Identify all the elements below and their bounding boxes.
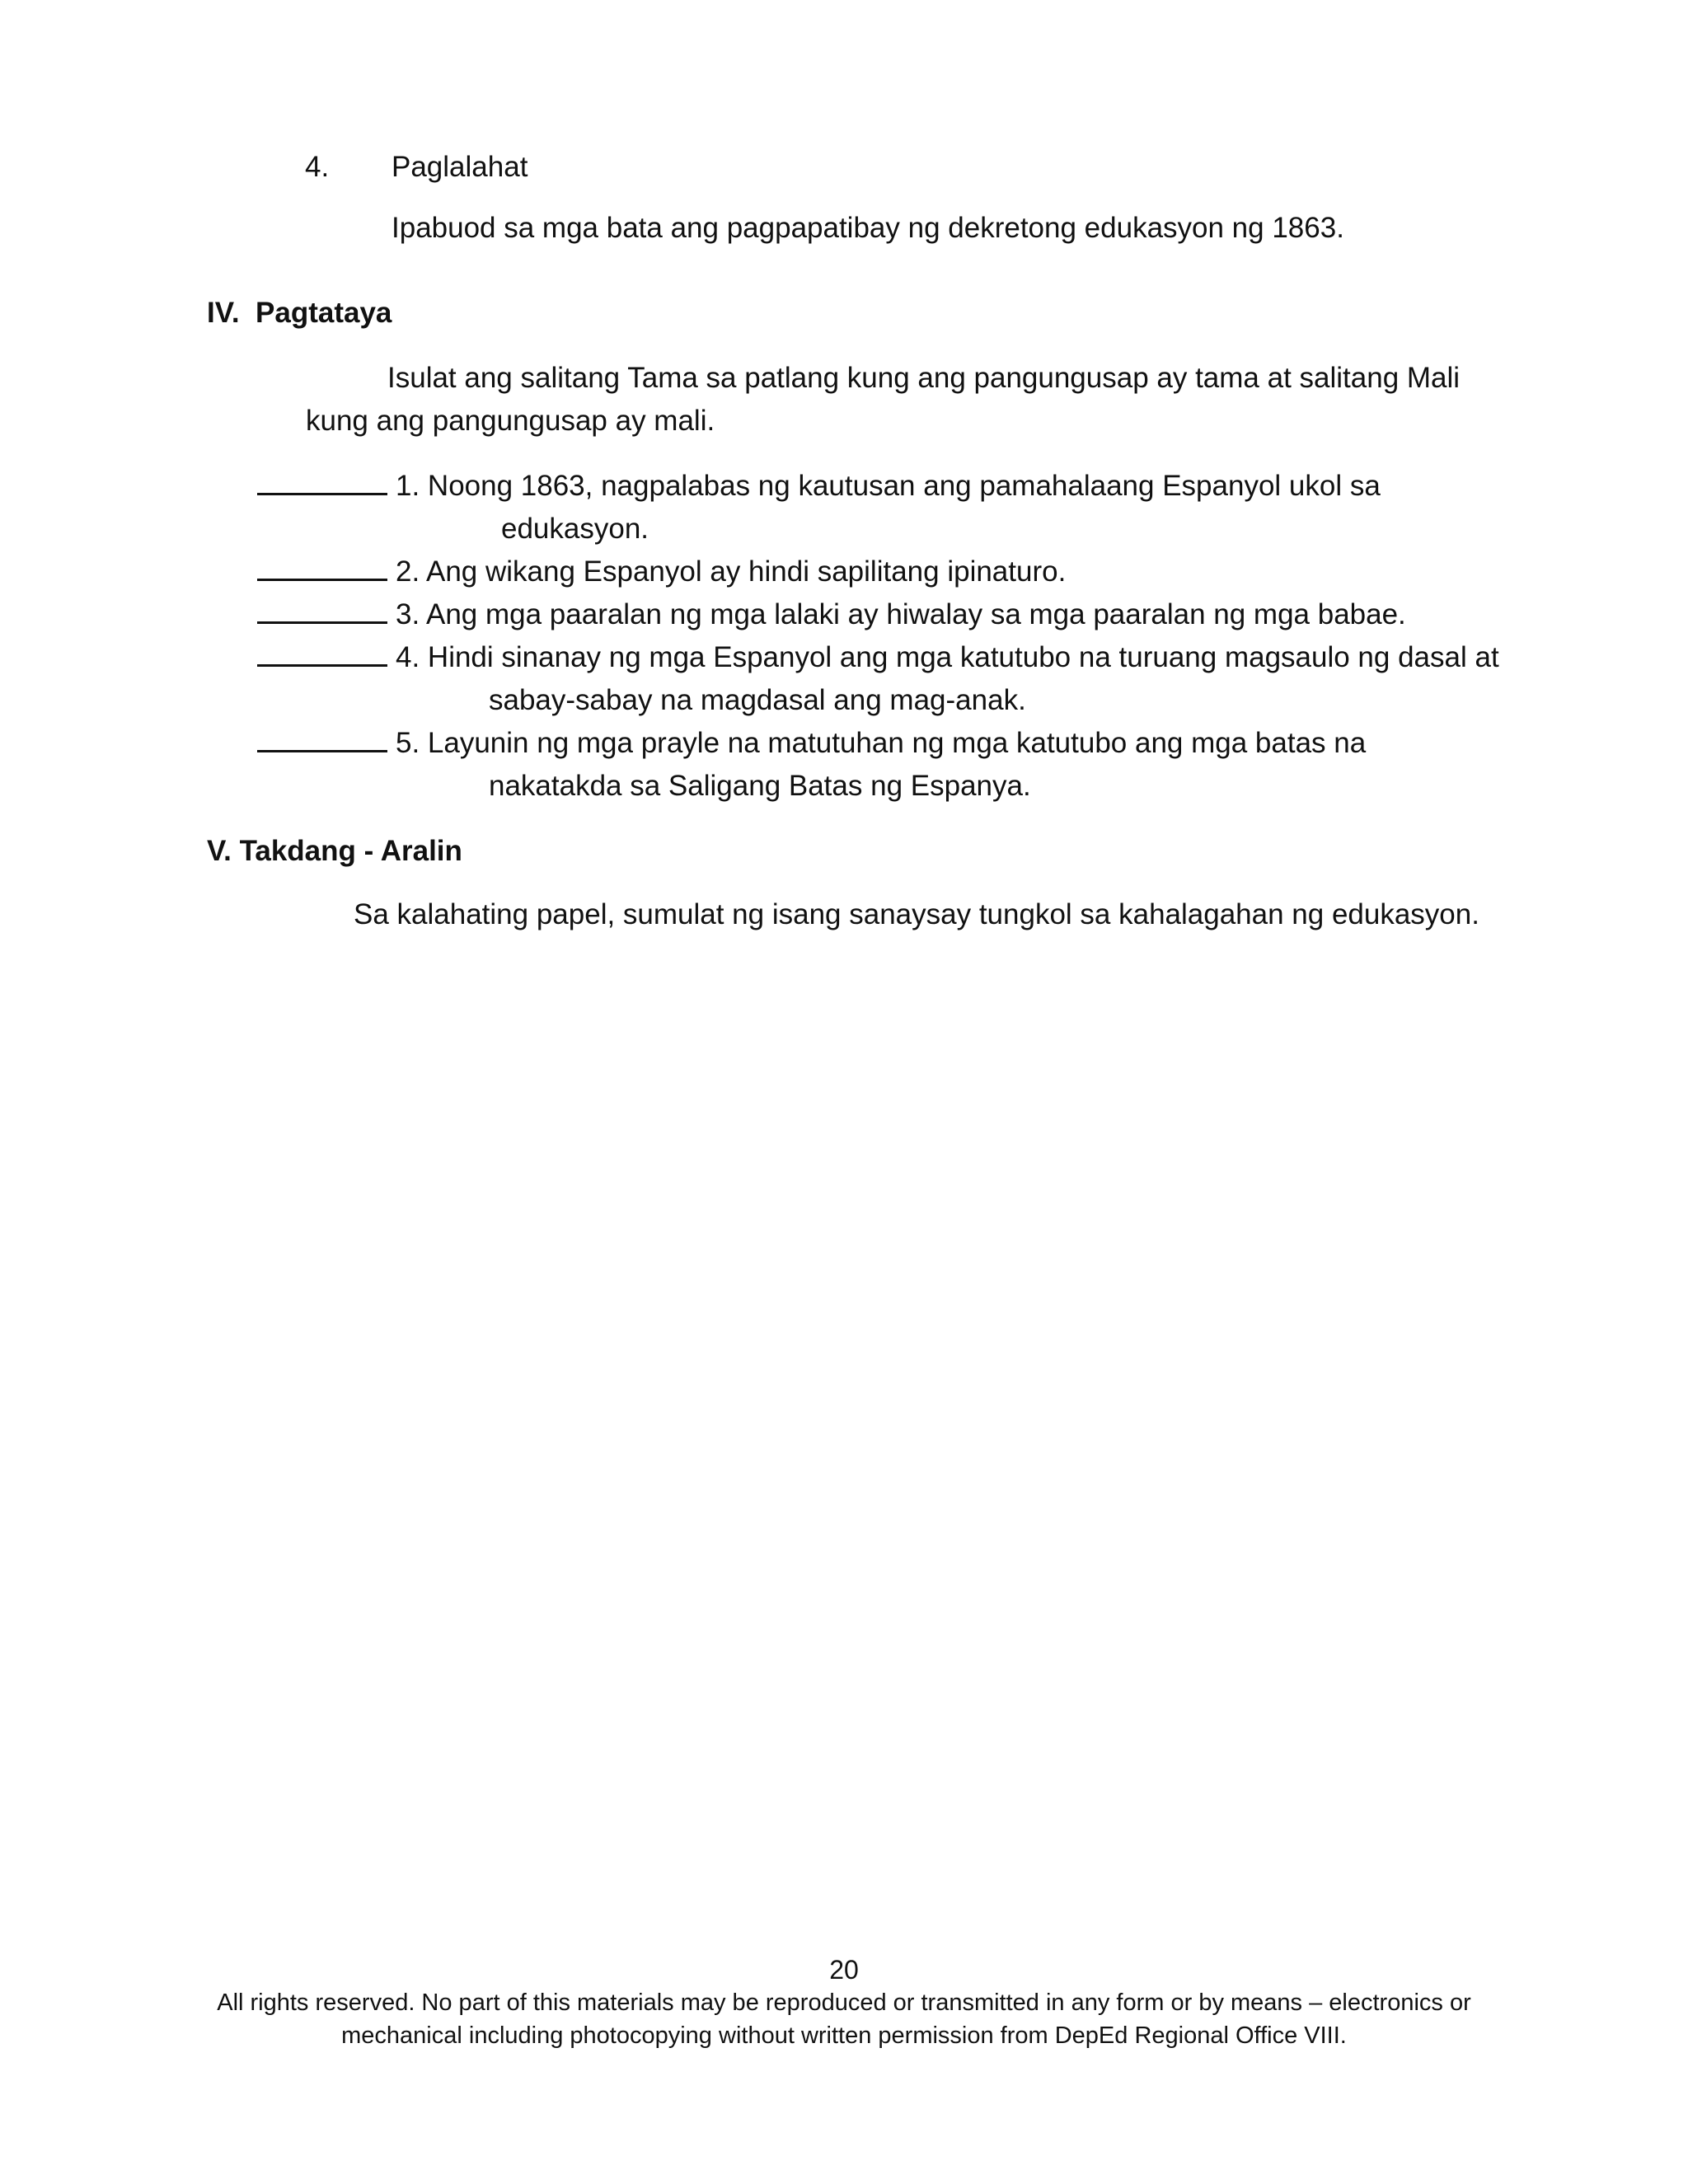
quiz-item-text: 3. Ang mga paaralan ng mga lalaki ay hiwalay sa mga paaralan ng mga babae. <box>396 598 1406 630</box>
quiz-item-2 <box>257 554 1066 590</box>
quiz-item-3 <box>257 597 1406 633</box>
takdang-aralin-heading: V. Takdang - Aralin <box>207 835 462 867</box>
quiz-item-text: 4. Hindi sinanay ng mga Espanyol ang mga katutubo na turuang magsaulo ng dasal at <box>396 641 1499 673</box>
quiz-item-text: 5. Layunin ng mga prayle na matutuhan ng mga katutubo ang mga batas na <box>396 727 1367 759</box>
rights-line-1: All rights reserved. No part of this materials may be reproduced or transmitted in any form or by means – electronics or <box>217 1990 1471 2016</box>
takdang-aralin-text: Sa kalahating papel, sumulat ng isang sanaysay tungkol sa kahalagahan ng edukasyon. <box>354 898 1479 930</box>
pagtataya-instructions-line2: kung ang pangungusap ay mali. <box>306 405 715 437</box>
answer-blank[interactable] <box>257 597 387 624</box>
paglalahat-number: 4. <box>305 151 330 183</box>
answer-blank[interactable] <box>257 725 387 752</box>
quiz-item-text: 2. Ang wikang Espanyol ay hindi sapilitang ipinaturo. <box>396 555 1067 588</box>
rights-line-2: mechanical including photocopying without written permission from DepEd Regional Office VIII. <box>341 2022 1347 2049</box>
quiz-item-text: 1. Noong 1863, nagpalabas ng kautusan ang pamahalaang Espanyol ukol sa <box>396 470 1381 502</box>
quiz-item-1 <box>257 468 1381 504</box>
paglalahat-title: Paglalahat <box>392 151 528 183</box>
paglalahat-text: Ipabuod sa mga bata ang pagpapatibay ng dekretong edukasyon ng 1863. <box>392 212 1344 244</box>
answer-blank[interactable] <box>257 554 387 581</box>
answer-blank[interactable] <box>257 468 387 495</box>
pagtataya-heading: IV. Pagtataya <box>207 297 392 329</box>
quiz-item-4 <box>257 640 1499 676</box>
page-number: 20 <box>829 1955 859 1985</box>
pagtataya-instructions-line1: Isulat ang salitang Tama sa patlang kung ang pangungusap ay tama at salitang Mali <box>387 362 1461 394</box>
answer-blank[interactable] <box>257 640 387 667</box>
quiz-item-1-continuation: edukasyon. <box>501 513 649 545</box>
quiz-item-5-continuation: nakatakda sa Saligang Batas ng Espanya. <box>489 770 1031 802</box>
quiz-item-4-continuation: sabay-sabay na magdasal ang mag-anak. <box>489 684 1026 716</box>
quiz-item-5 <box>257 725 1366 762</box>
